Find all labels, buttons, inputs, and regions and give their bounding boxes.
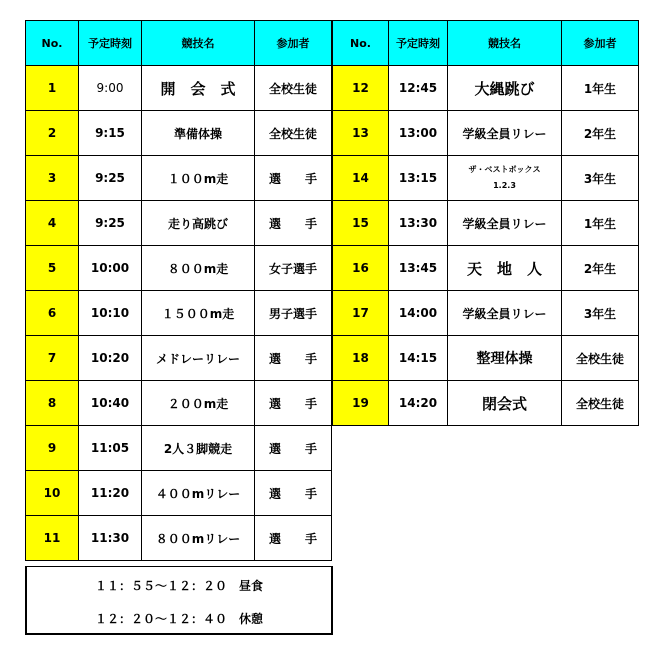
row-number: 16 bbox=[333, 246, 389, 291]
table-row bbox=[333, 111, 639, 156]
header-event: 競技名 bbox=[448, 21, 562, 66]
row-time: 11:20 bbox=[79, 471, 142, 516]
row-event: 開 会 式 bbox=[142, 66, 255, 111]
row-event: ザ・ベストボックス bbox=[468, 165, 541, 174]
row-participants: 全校生徒 bbox=[255, 66, 332, 111]
schedule-table-left bbox=[25, 20, 332, 561]
row-participants: 全校生徒 bbox=[562, 381, 639, 426]
row-time: 13:30 bbox=[389, 201, 448, 246]
row-event: 整理体操 bbox=[448, 336, 562, 381]
row-number: 17 bbox=[333, 291, 389, 336]
row-time: 14:15 bbox=[389, 336, 448, 381]
table-row bbox=[333, 336, 639, 381]
row-number: 11 bbox=[26, 516, 79, 561]
row-participants: 女子選手 bbox=[255, 246, 332, 291]
table-row bbox=[333, 381, 639, 426]
table-row bbox=[333, 246, 639, 291]
row-time: 11:30 bbox=[79, 516, 142, 561]
row-participants: 2年生 bbox=[562, 111, 639, 156]
table-row bbox=[26, 246, 332, 291]
row-number: 14 bbox=[333, 156, 389, 201]
row-event-sub: 1.2.3 bbox=[493, 181, 516, 190]
table-row bbox=[26, 111, 332, 156]
table-row bbox=[26, 516, 332, 561]
row-event: 走り高跳び bbox=[142, 201, 255, 246]
row-time: 9:15 bbox=[79, 111, 142, 156]
row-time: 10:10 bbox=[79, 291, 142, 336]
row-number: 1 bbox=[26, 66, 79, 111]
row-participants: 2年生 bbox=[562, 246, 639, 291]
table-row bbox=[26, 66, 332, 111]
row-time: 13:00 bbox=[389, 111, 448, 156]
row-number: 6 bbox=[26, 291, 79, 336]
row-event: メドレーリレー bbox=[142, 336, 255, 381]
header-time: 予定時刻 bbox=[79, 21, 142, 66]
row-number: 10 bbox=[26, 471, 79, 516]
row-number: 4 bbox=[26, 201, 79, 246]
row-participants: 3年生 bbox=[562, 156, 639, 201]
header-no: No. bbox=[26, 21, 79, 66]
row-event: 準備体操 bbox=[142, 111, 255, 156]
row-number: 5 bbox=[26, 246, 79, 291]
lunch-note: １１：５５～１２：２０ 昼食 bbox=[94, 579, 263, 593]
table-row bbox=[333, 291, 639, 336]
row-time: 13:45 bbox=[389, 246, 448, 291]
row-participants: 選 手 bbox=[255, 471, 332, 516]
row-event: ２００m走 bbox=[142, 381, 255, 426]
row-number: 12 bbox=[333, 66, 389, 111]
row-event: ８００m走 bbox=[142, 246, 255, 291]
row-event: １５００m走 bbox=[142, 291, 255, 336]
row-participants: 全校生徒 bbox=[255, 111, 332, 156]
row-participants: 3年生 bbox=[562, 291, 639, 336]
table-row bbox=[26, 381, 332, 426]
header-no: No. bbox=[333, 21, 389, 66]
table-row bbox=[26, 426, 332, 471]
row-event: １００m走 bbox=[142, 156, 255, 201]
table-row bbox=[26, 156, 332, 201]
header-event: 競技名 bbox=[142, 21, 255, 66]
table-row bbox=[26, 471, 332, 516]
schedule-table-right bbox=[332, 20, 639, 426]
row-event: 学級全員リレー bbox=[448, 291, 562, 336]
row-participants: 選 手 bbox=[255, 201, 332, 246]
row-number: 19 bbox=[333, 381, 389, 426]
row-participants: 選 手 bbox=[255, 516, 332, 561]
row-number: 7 bbox=[26, 336, 79, 381]
row-participants: 選 手 bbox=[255, 336, 332, 381]
row-number: 3 bbox=[26, 156, 79, 201]
row-event: 大縄跳び bbox=[448, 66, 562, 111]
row-number: 8 bbox=[26, 381, 79, 426]
row-time: 10:00 bbox=[79, 246, 142, 291]
row-number: 2 bbox=[26, 111, 79, 156]
row-event: 学級全員リレー bbox=[448, 111, 562, 156]
row-number: 15 bbox=[333, 201, 389, 246]
row-event: 閉会式 bbox=[448, 381, 562, 426]
row-time: 9:00 bbox=[79, 66, 142, 111]
header-time: 予定時刻 bbox=[389, 21, 448, 66]
row-time: 10:20 bbox=[79, 336, 142, 381]
row-participants: 選 手 bbox=[255, 156, 332, 201]
row-time: 13:15 bbox=[389, 156, 448, 201]
row-time: 10:40 bbox=[79, 381, 142, 426]
row-participants: 選 手 bbox=[255, 426, 332, 471]
row-number: 13 bbox=[333, 111, 389, 156]
row-time: 14:00 bbox=[389, 291, 448, 336]
row-participants: 選 手 bbox=[255, 381, 332, 426]
row-number: 18 bbox=[333, 336, 389, 381]
row-participants: 1年生 bbox=[562, 201, 639, 246]
table-row bbox=[26, 336, 332, 381]
header-row bbox=[333, 21, 639, 66]
table-row bbox=[333, 156, 639, 201]
row-time: 11:05 bbox=[79, 426, 142, 471]
header-row bbox=[26, 21, 332, 66]
row-event: ４００mリレー bbox=[142, 471, 255, 516]
table-row bbox=[333, 201, 639, 246]
table-row bbox=[26, 201, 332, 246]
row-number: 9 bbox=[26, 426, 79, 471]
row-event: 2人３脚競走 bbox=[142, 426, 255, 471]
rest-note: １２：２０～１２：４０ 休憩 bbox=[94, 612, 263, 626]
table-row bbox=[333, 66, 639, 111]
row-participants: 男子選手 bbox=[255, 291, 332, 336]
break-notes bbox=[25, 566, 333, 635]
row-time: 9:25 bbox=[79, 201, 142, 246]
row-event: 学級全員リレー bbox=[448, 201, 562, 246]
table-row bbox=[26, 291, 332, 336]
header-participants: 参加者 bbox=[562, 21, 639, 66]
row-event: 天 地 人 bbox=[448, 246, 562, 291]
row-event-multiline bbox=[448, 156, 562, 201]
row-participants: 1年生 bbox=[562, 66, 639, 111]
row-event: ８００mリレー bbox=[142, 516, 255, 561]
header-participants: 参加者 bbox=[255, 21, 332, 66]
row-time: 14:20 bbox=[389, 381, 448, 426]
row-time: 9:25 bbox=[79, 156, 142, 201]
row-participants: 全校生徒 bbox=[562, 336, 639, 381]
row-time: 12:45 bbox=[389, 66, 448, 111]
